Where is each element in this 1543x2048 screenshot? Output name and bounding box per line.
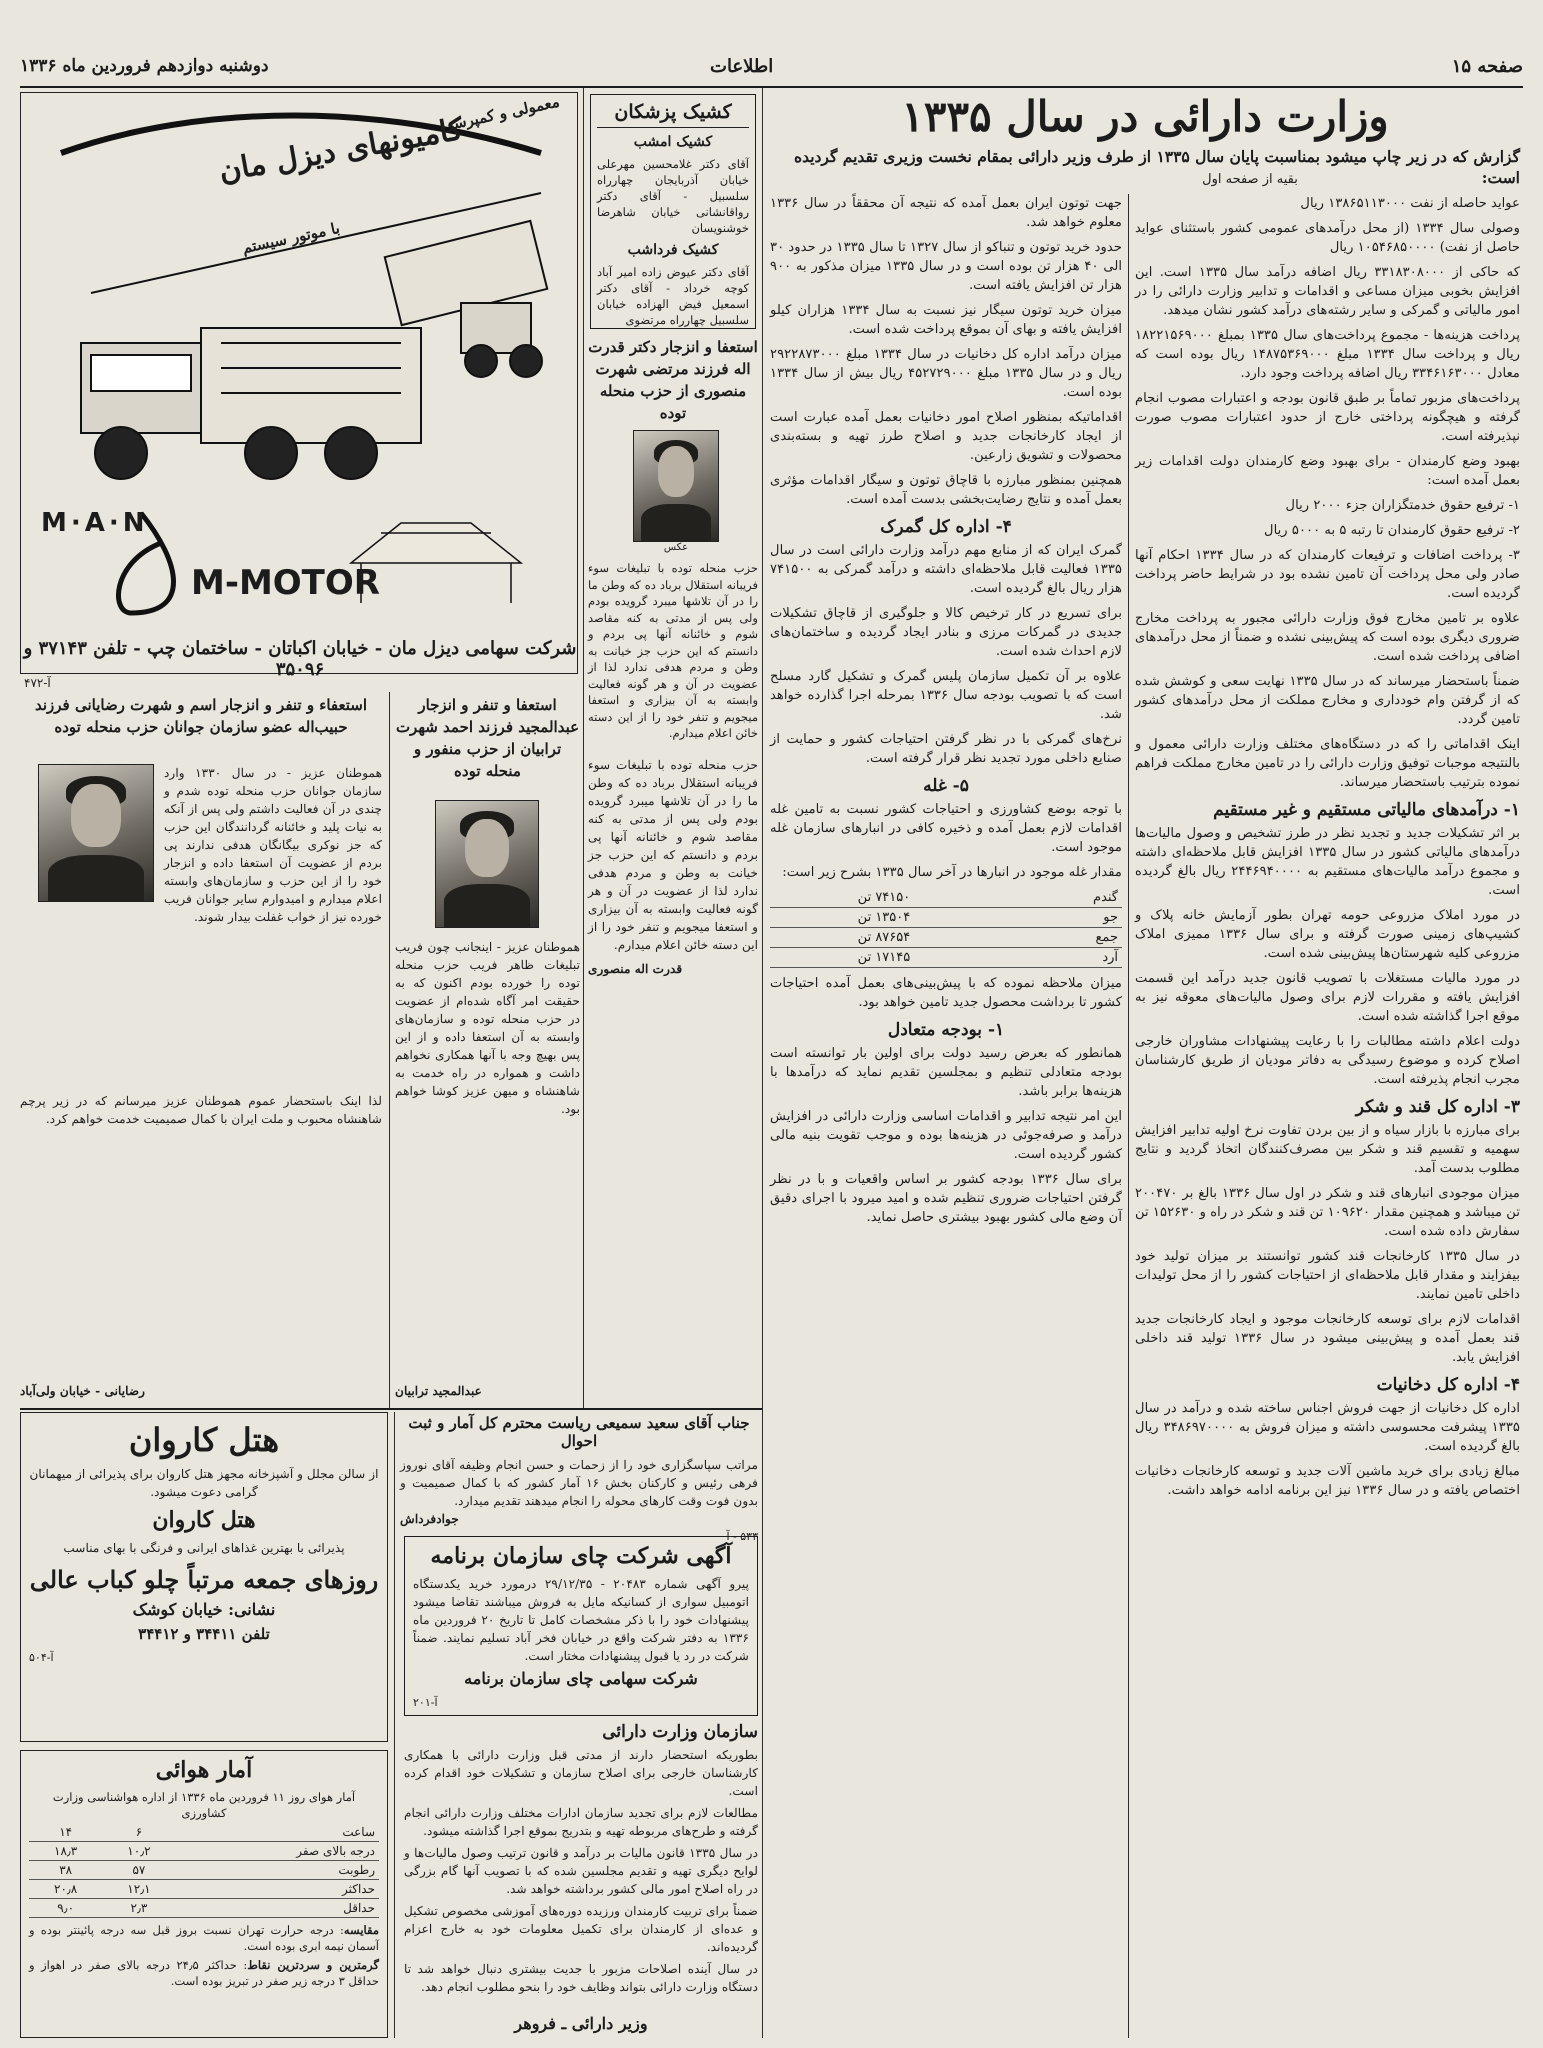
thanks-notice [400,1412,758,1543]
section-heading: ۱- درآمدهای مالیاتی مستقیم و غیر مستقیم [1213,800,1520,820]
resignation-body: هموطنان عزیز - در سال ۱۳۳۰ وارد سازمان جوانان حزب منحله توده شدم و چندی در آن فعالیت داشتم ولی پس از آنکه به نیات پلید و خائنانه گردانندگان این حزب که جز نوکری بیگانگان هدفی ندارند پی بردم از عضویت آن استعفا داده و انزجار خود را از این حزب و سازمان‌های وابسته اعلام میدارم و امیدوارم سایر جوانان فریب خورده نیز از خواب غفلت بیدار شوند. [164,766,382,924]
main-article-title: وزارت دارائی در سال ۱۳۳۵ [901,92,1389,141]
issue-date: دوشنبه دوازدهم فروردین ماه ۱۳۳۶ [20,56,269,76]
column-rule [583,88,584,1408]
hotel-desc: پذیرائی با بهترین غذاهای ایرانی و فرنگی با بهای مناسب [63,1541,345,1555]
table-cell: ۱۴ [29,1823,102,1842]
ad-code: آ-۲۰۱ [413,1696,438,1709]
paragraph: برای سال ۱۳۳۶ بودجه کشور بر اساس واقعیات و با در نظر گرفتن احتیاجات ضروری تنظیم شده و امید میرود با اجرای دقیق آن وضع مالی کشور بهبود بیشتری حاصل نماید. [770,1172,1122,1225]
column-rule [762,88,763,2038]
ad-motor-logo: M-MOTOR [191,563,380,603]
clinic-tomorrow-title: کشیک فرداشب [627,242,719,258]
resignation-1 [588,334,758,754]
paragraph: این امر نتیجه تدابیر و اقدامات اساسی وزارت دارائی در افزایش درآمد و صرفه‌جوئی در هزینه‌ها بوده و موجب تقویت بنیه مالی کشور گردیده است. [770,1109,1122,1162]
table-cell: حداکثر [176,1880,379,1899]
paragraph: ۱- ترفیع حقوق خدمتگزاران جزء ۲۰۰۰ ریال [1285,498,1520,513]
clinic-tonight-title: کشیک امشب [633,134,713,150]
paragraph: ۲- ترفیع حقوق کارمندان تا رتبه ۵ به ۵۰۰۰ ریال [1264,523,1520,538]
paragraph: اداره کل دخانیات از جهت فروش اجناس ساخته شده و درآمد در سال ۱۳۳۵ پیشرفت محسوسی داشته و میزان فروش به ۳۴۸۶۹۷۰۰۰۰ ریال بالغ گردیده است. [1135,1401,1520,1454]
ad-code: آ-۵۰۴ [29,1651,54,1664]
table-cell: ساعت [176,1823,379,1842]
resignation-title: استعفا و انزجار دکتر قدرت اله فرزند مرتضی شهرت منصوری از حزب منحله توده [588,338,758,422]
paragraph: علاوه بر تامین مخارج فوق وزارت دارائی مجبور به پرداخت مخارج ضروری دیگری بوده است که پیش‌بینی نشده و ضمناً از محل درآمدهای اضافی پرداخت شده است. [1135,611,1520,664]
paragraph: در سال ۱۳۳۵ قانون مالیات بر درآمد و قانون ترتیب وصول مالیات‌ها و لوایح دیگری تهیه و تقدیم مجلسین شده که با تصویب آنها گام بزرگی در راه اصلاح امور مالی کشور برداشته خواهد شد. [404,1846,758,1896]
newspaper-name: اطلاعات [710,56,774,77]
paragraph: مطالعات لازم برای تجدید سازمان ادارات مختلف وزارت دارائی انجام گرفته و طرح‌های مربوطه تهیه و بتدریج بموقع اجرا گذاشته میشود. [404,1806,758,1838]
main-col-1 [1135,194,1520,2038]
resignation-1-continued [588,756,758,1416]
clinic-tonight-text: آقای دکتر غلامحسین مهرعلی خیابان آذربایجان چهارراه سلسبیل - آقای دکتر رواقانشانی خیابان شاهرضا خوشنویسان [597,157,749,235]
section-heading: ۳- اداره کل قند و شکر [1355,1097,1520,1117]
table-row [29,1899,379,1918]
paragraph: بطوریکه استحضار دارند از مدتی قبل وزارت دارائی با همکاری کارشناسان خارجی برای اصلاح سازمان و تشکیلات خود اقدام کرده است. [404,1748,758,1798]
resignation-signature: عبدالمجید ترابیان [395,1384,482,1398]
paragraph: میزان ملاحظه نموده که با پیش‌بینی‌های بعمل آمده احتیاجات کشور تا برداشت محصول جدید تامین خواهد بود. [770,976,1122,1010]
paragraph: در مورد املاک مزروعی حومه تهران بطور آزمایش خانه پلاک و کشیپ‌های زمینی صورت گرفته و برای سال ۱۳۳۶ ممیزی املاک مزروعی کلیه شهرستان‌ها پیش‌بینی شده است. [1135,908,1520,961]
table-cell: ۲٫۳ [102,1899,175,1918]
photo-caption: عکس [663,542,689,553]
paragraph: میزان موجودی انبارهای قند و شکر در اول سال ۱۳۳۶ بالغ بر ۲۰۰۴۷۰ تن میباشد و همچنین مقدار ۱۰۹۶۲۰ تن قند و شکر در راه و ۱۵۲۶۳۰ تن سفارش داده شده است. [1135,1186,1520,1239]
column-rule [1128,194,1129,2038]
paragraph: همچنین بمنظور مبارزه با قاچاق توتون و سیگار اقدامات مؤثری بعمل آمده و نتایج رضایت‌بخشی بدست آمده است. [770,473,1122,507]
table-cell: ۲۰٫۸ [29,1880,102,1899]
paragraph: که حاکی از ۳۳۱۸۳۰۸۰۰۰ ریال اضافه درآمد سال ۱۳۳۵ است. این افزایش بخوبی میزان مساعی و اقدامات و تدابیر وزارت دارائی را در امور مالیاتی و گمرکی و سایر رشته‌های درآمد کشور نشان میدهد. [1135,265,1520,318]
table-cell: ۸۷۶۵۴ تن [770,928,998,948]
paragraph: برای تسریع در کار ترخیص کالا و جلوگیری از قاچاق تشکیلات جدیدی در گمرکات مرزی و بنادر ایجاد گردیده و ساختمان‌های لازم احداث شده است. [770,606,1122,659]
paragraph: ضمناً باستحضار میرساند که در سال ۱۳۳۵ نهایت سعی و کوشش شده که از گرفتن وام خودداری و مخارج مملکت از محل درآمدهای کشور تامین گردد. [1135,674,1520,727]
paragraph: وصولی سال ۱۳۳۴ (از محل درآمدهای عمومی کشور باستثنای عواید حاصل از نفت) ۱۰۵۴۶۸۵۰۰۰۰ ریال [1135,221,1520,255]
note-text: درجه حرارت تهران نسبت بروز قبل سه درجه پائینتر بوده و آسمان نیمه ابری بوده است. [29,1923,379,1953]
truck-illustration [81,328,421,479]
paragraph: اینک اقداماتی را که در دستگاه‌های مختلف وزارت دارائی معمول و بالنتیجه موجبات توفیق وزارت دارائی را در تامین مخارج مملکت فراهم نموده بترتیب باستحضار میرساند. [1135,737,1520,790]
notice-title: جناب آقای سعید سمیعی ریاست محترم کل آمار و ثبت احوال [408,1414,750,1450]
table-row [770,908,1122,928]
clinic-tomorrow-text: آقای دکتر عیوض زاده امیر آباد کوچه خرداد - آقای دکتر اسمعیل فیض الهزاده خیابان سلسبیل چهارراه مرتضوی [597,265,749,327]
tea-company-ad [404,1536,758,1716]
ad-signature: شرکت سهامی چای سازمان برنامه [464,1669,698,1688]
hotel-karvan-ad [20,1412,388,1742]
table-row [770,888,1122,908]
paragraph: بر اثر تشکیلات جدید و تجدید نظر در طرز تشخیص و وصول مالیات‌ها درآمدهای مالیاتی کشور در سال ۱۳۳۵ افزایش قابل ملاحظه‌ای داشته و مجموع درآمد مالیات‌های مستقیم به ۲۴۴۶۹۴۰۰۰۰ ریال بالغ گردیده است. [1135,826,1521,898]
hotel-phones: تلفن ۳۴۴۱۱ و ۳۴۴۱۲ [138,1625,270,1643]
table-row [770,928,1122,948]
column-rule [389,692,390,1408]
section-heading: ۱- بودجه متعادل [887,1020,1005,1040]
paragraph: با توجه بوضع کشاورزی و احتیاجات کشور نسبت به تامین غله اقدامات لازم بعمل آمده و ذخیره کافی در انبارهای سازمان غله موجود است. [770,802,1122,855]
paragraph: مقدار غله موجود در انبارها در آخر سال ۱۳۳۵ بشرح زیر است: [782,865,1122,880]
resignation-title: استعفاء و تنفر و انزجار اسم و شهرت رضایانی فرزند حبیب‌اله عضو سازمان جوانان حزب منحله توده [34,696,368,736]
table-cell: ۷۴۱۵۰ تن [770,888,998,908]
note-title: گرمترین و سردترین نقاط [247,1958,379,1972]
table-row [770,948,1122,968]
page-header [20,56,1523,86]
grain-table [770,888,1122,968]
table-cell: ۵۷ [102,1861,175,1880]
notice-code: ۵۳۳ - آ [726,1530,758,1543]
paragraph: بهبود وضع کارمندان - برای بهبود وضع کارمندان دولت اقدامات زیر بعمل آمده است: [1135,454,1520,488]
man-truck-ad [20,92,578,680]
ad-body: پیرو آگهی شماره ۲۰۴۸۳ - ۲۹/۱۲/۳۵ درمورد خرید یکدستگاه اتومبیل سواری از کسانیکه مایل به فروش میباشند تقاضا میشود پیشنهادات خود را با ذکر مشخصات کامل تا تاریخ ۲۰ فروردین ماه ۱۳۳۶ به دفتر شرکت واقع در خیابان فخر آباد تسلیم نمایند. ضمناً شرکت در رد یا قبول پیشنهادات مختار است. [413,1577,749,1663]
hotel-intro: از سالن مجلل و آشپزخانه مجهز هتل کاروان برای پذیرائی از میهمانان گرامی دعوت میشود. [29,1467,379,1499]
paragraph: مبالغ زیادی برای خرید ماشین آلات جدید و توسعه کارخانجات دخانیات اختصاص یافته و در سال ۱۳۳۶ نیز این برنامه ادامه خواهد داشت. [1135,1464,1520,1498]
paragraph: ضمناً برای تربیت کارمندان ورزیده دوره‌های آموزشی مخصوص تشکیل و عده‌ای از کارمندان برای تکمیل معلومات خود به خارج اعزام گردیده‌اند. [404,1904,758,1954]
table-cell: جمع [998,928,1122,948]
paragraph: همانطور که بعرض رسید دولت برای اولین بار توانسته است بودجه متعادلی تنظیم و بمجلسین تقدیم نماید که درآمدها با هزینه‌ها برابر باشد. [770,1046,1122,1099]
clinic-title: کشیک پزشکان [597,101,749,128]
ad-company-footer: شرکت سهامی دیزل مان - خیابان اکباتان - ساختمان چپ - تلفن ۳۷۱۴۳ و ۳۵۰۹۶ [23,638,577,680]
weather-title: آمار هوائی [155,1757,253,1783]
clinic-box [590,94,756,329]
table-cell: ۱۰٫۲ [102,1842,175,1861]
table-cell: ۱۸٫۳ [29,1842,102,1861]
hotel-name: هتل کاروان [152,1507,256,1533]
table-cell: جو [998,908,1122,928]
section-heading: سازمان وزارت دارائی [602,1722,758,1742]
resignation-3 [20,692,382,1408]
weather-subtitle: آمار هوای روز ۱۱ فروردین ماه ۱۳۳۶ از اداره هواشناسی وزارت کشاورزی [52,1790,356,1820]
weather-table [29,1823,379,1918]
table-row [29,1842,379,1861]
paragraph: در مورد مالیات مستغلات با تصویب قانون جدید درآمد این قسمت افزایش یافته و مقررات لازم برای وصول مالیات‌های معوقه نیز به موقع اجرا گذاشته شده است. [1135,971,1520,1024]
paragraph: دولت اعلام داشته مطالبات را با رعایت پیشنهادات مشاوران خارجی اصلاح کرده و موضوع رسیدگی به دفاتر مودیان از طریق کارشناسان مجرب انجام پذیرفته است. [1135,1034,1520,1087]
notice-signature: جوادفرداش [400,1512,459,1526]
paragraph: در سال آینده اصلاحات مزبور با جدیت بیشتری دنبال خواهد شد تا دستگاه وزارت دارائی بتواند وظایف خود را بنحو مطلوب انجام دهد. [404,1962,758,1994]
table-cell: آرد [998,948,1122,968]
table-cell: ۳۸ [29,1861,102,1880]
hotel-slogan: روزهای جمعه مرتباً چلو کباب عالی [29,1565,379,1594]
table-cell: ۶ [102,1823,175,1842]
table-cell: حداقل [176,1899,379,1918]
hotel-title: هتل کاروان [128,1421,280,1459]
note-title: مقایسه [343,1923,379,1937]
resignation-title: استعفا و تنفر و انزجار عبدالمجید فرزند احمد شهرت ترابیان از حزب منفور و منحله توده [395,696,580,780]
hotel-address: نشانی: خیابان کوشک [132,1600,276,1619]
paragraph: جهت توتون ایران بعمل آمده که نتیجه آن محققاً در سال ۱۳۳۶ معلوم خواهد شد. [770,196,1122,230]
table-cell: رطوبت [176,1861,379,1880]
article-signature: وزیر دارائی ـ فروهر [404,2014,758,2033]
paragraph: میزان خرید توتون سیگار نیز نسبت به سال ۱۳۳۴ هزاران کیلو افزایش یافته و بهای آن بموقع پرداخت شده است. [770,303,1122,337]
ad-brand-logo: M·A·N [41,508,149,538]
portrait-photo [435,800,539,928]
weather-stats-box [20,1750,388,2038]
section-heading: ۵- غله [923,776,969,796]
resignation-body: هموطنان عزیز - اینجانب چون فریب تبلیغات ظاهر فریب حزب منحله توده را خورده بودم اکنون که به حقیقت امر آگاه شده‌ام از عضویت در حزب منحله توده و سازمان‌های وابسته به آن استعفا داده و از این پس بهیچ وجه با آنها همکاری نخواهم داشت و همواره در راه خدمت به شاهنشاه و میهن عزیز کوشا خواهم بود. [395,940,580,1116]
paragraph: پرداخت‌های مزبور تماماً بر طبق قانون بودجه و اعتبارات مصوب انجام گرفته و هیچگونه پرداختی خارج از حدود اعتبارات مصوب صورت نپذیرفته است. [1135,391,1520,444]
ad-title: آگهی شرکت چای سازمان برنامه [430,1543,732,1569]
weather-note-1: مقایسه: درجه حرارت تهران نسبت بروز قبل سه درجه پائینتر بوده و آسمان نیمه ابری بوده است. [29,1923,379,1953]
portrait-photo [633,430,719,542]
paragraph: نرخ‌های گمرکی با در نظر گرفتن احتیاجات کشور و حمایت از صنایع داخلی مورد تجدید نظر قرار گرفته است. [770,732,1122,766]
continued-note: بقیه از صفحه اول [1202,172,1298,187]
resignation-body: حزب منحله توده با تبلیغات سوء فریبانه استقلال برباد ده که وطن ما را در آن تلاشها میبرد گرویده بودم ولی پس از مدتی به کنه مقاصد شوم و خائنانه آنها پی بردم و دانستم که این حزب جز خیانت به وطن و مردم هدفی ندارد لذا از عضویت در آن و هر گونه فعالیت وابسته به آن بیزاری و استعفا میجویم و تنفر خود را از این دسته خائن اعلام میدارم. [588,561,758,740]
paragraph: اقدامات لازم برای توسعه کارخانجات موجود و ایجاد کارخانجات جدید قند بعمل آمده و پیش‌بینی میشود در سال ۱۳۳۶ تولید قند داخلی افزایش یابد. [1135,1312,1520,1365]
notice-body: مراتب سپاسگزاری خود را از زحمات و حسن انجام وظیفه آقای نوروز فرهی رئیس و کارکنان بخش ۱۶ آمار کشور که با کمال صمیمیت و بدون فوت وقت کارهای محوله را انجام میدهند تقدیم میدارد. [400,1458,758,1508]
resignation-signature: قدرت اله منصوری [588,962,683,976]
resignation-2 [395,692,580,1408]
resignation-signature: رضایانی - خیابان ولی‌آباد [20,1384,146,1398]
paragraph: گمرک ایران که از منابع مهم درآمد وزارت دارائی است در سال ۱۳۳۵ فعالیت قابل ملاحظه‌ای داشته و درآمد گمرکی به ۷۴۱۵۰۰ هزار ریال بالغ گردیده است. [770,543,1122,596]
weather-note-2: گرمترین و سردترین نقاط: حداکثر ۲۴٫۵ درجه بالای صفر در اهواز و حداقل ۳ درجه زیر صفر در تبریز بوده است. [29,1958,379,1988]
ad-code: آ-۴۷۲ [24,676,51,690]
paragraph: عواید حاصله از نفت ۱۳۸۶۵۱۱۳۰۰۰ ریال [1300,196,1520,211]
table-row [29,1861,379,1880]
paragraph: علاوه بر آن تکمیل سازمان پلیس گمرک و تشکیل گارد مسلح است که با تصویب بودجه سال ۱۳۳۶ بمرحله اجرا گذارده خواهد شد. [770,669,1122,722]
table-row [29,1880,379,1899]
paragraph: حزب منحله توده با تبلیغات سوء فریبانه استقلال برباد ده که وطن ما را در آن تلاشها میبرد گرویده بودم ولی پس از مدتی به کنه مقاصد شوم و خائنانه آنها پی بردم و دانستم که این حزب جز خیانت به وطن و مردم هدفی ندارد لذا از عضویت در آن و هر گونه فعالیت وابسته به آن بیزاری و استعفا میجویم و تنفر خود را از این دسته خائن اعلام میدارم. [588,758,758,952]
table-cell: ۱۷۱۴۵ تن [770,948,998,968]
portrait-photo [38,764,154,902]
table-row [29,1823,379,1842]
paragraph: حدود خرید توتون و تنباکو از سال ۱۳۲۷ تا سال ۱۳۳۵ در حدود ۳۰ الی ۴۰ هزار تن بوده است و در سال ۱۳۳۵ میزان مذکور به ۹۰۰ هزار تن افزایش یافته است. [770,240,1123,293]
page-number: صفحه ۱۵ [1451,56,1523,77]
paragraph: ۳- پرداخت اضافات و ترفیعات کارمندان که در سال ۱۳۳۴ احکام آنها صادر ولی محل پرداخت آن تامین نشده بود در شرایط حاضر پرداخت گردیده است. [1135,548,1520,601]
table-cell: درجه بالای صفر [176,1842,379,1861]
table-cell: گندم [998,888,1122,908]
ad-headline: کامیونهای دیزل مان [216,111,466,190]
main-col-2 [770,194,1122,2038]
header-rule [20,86,1523,88]
paragraph: میزان درآمد اداره کل دخانیات در سال ۱۳۳۴ مبلغ ۲۹۲۲۸۷۳۰۰۰ ریال و در سال ۱۳۳۵ مبلغ ۴۵۲۷۲۹۰۰۰ ریال بیش از سال ۱۳۳۴ بوده است. [770,347,1123,400]
table-cell: ۹٫۰ [29,1899,102,1918]
resignation-extra: لذا اینک باستحضار عموم هموطنان عزیز میرسانم که در زیر پرچم شاهنشاه محبوب و ملت ایران با کمال صمیمیت خدمت خواهم کرد. [20,1094,382,1126]
ad-subtag: با موتور سیستم [240,218,342,258]
section-rule [20,1408,762,1410]
table-cell: ۱۳۵۰۴ تن [770,908,998,928]
column-rule [394,1412,395,2038]
section-heading: ۴- اداره کل گمرک [880,517,1012,537]
ad-tagline: معمولی و کمپرسی [439,92,562,136]
table-cell: ۱۲٫۱ [102,1880,175,1899]
paragraph: پرداخت هزینه‌ها - مجموع پرداخت‌های سال ۱۳۳۵ بمبلغ ۱۸۲۲۱۵۶۹۰۰۰ ریال و پرداخت سال ۱۳۳۴ مبلغ ۱۴۸۷۵۳۶۹۰۰۰ ریال بوده است که معادل ۳۳۴۶۱۶۳۰۰۰ ریال اضافه پرداخت وجود دارد. [1135,328,1521,381]
paragraph: اقداماتیکه بمنظور اصلاح امور دخانیات بعمل آمده عبارت است از ایجاد کارخانجات جدید و اصلاح طرز تهیه و بسته‌بندی محصولات و تشویق زارعین. [770,410,1122,463]
note-text: حداکثر ۲۴٫۵ درجه بالای صفر در اهواز و حداقل ۳ درجه زیر صفر در تبریز بوده است. [29,1958,379,1988]
section-heading: ۴- اداره کل دخانیات [1376,1375,1520,1395]
paragraph: برای مبارزه با بازار سیاه و از بین بردن تفاوت نرخ اولیه تدابیر افزایش سهمیه و تقسیم قند و شکر بین مصرف‌کنندگان اتخاذ گردید و نتایج مطلوب بدست آمد. [1135,1123,1520,1176]
main-article-lead: گزارش که در زیر چاپ میشود بمناسبت پایان سال ۱۳۳۵ از طرف وزیر دارائی بمقام نخست وزیری تقدیم گردیده است: [793,147,1520,187]
ministry-organization-section [404,1722,758,2038]
paragraph: در سال ۱۳۳۵ کارخانجات قند کشور توانستند بر میزان تولید خود بیفزایند و مقدار قابل ملاحظه‌ای از احتیاجات کشور را از محل تولیدات داخلی تامین نمایند. [1135,1249,1521,1302]
